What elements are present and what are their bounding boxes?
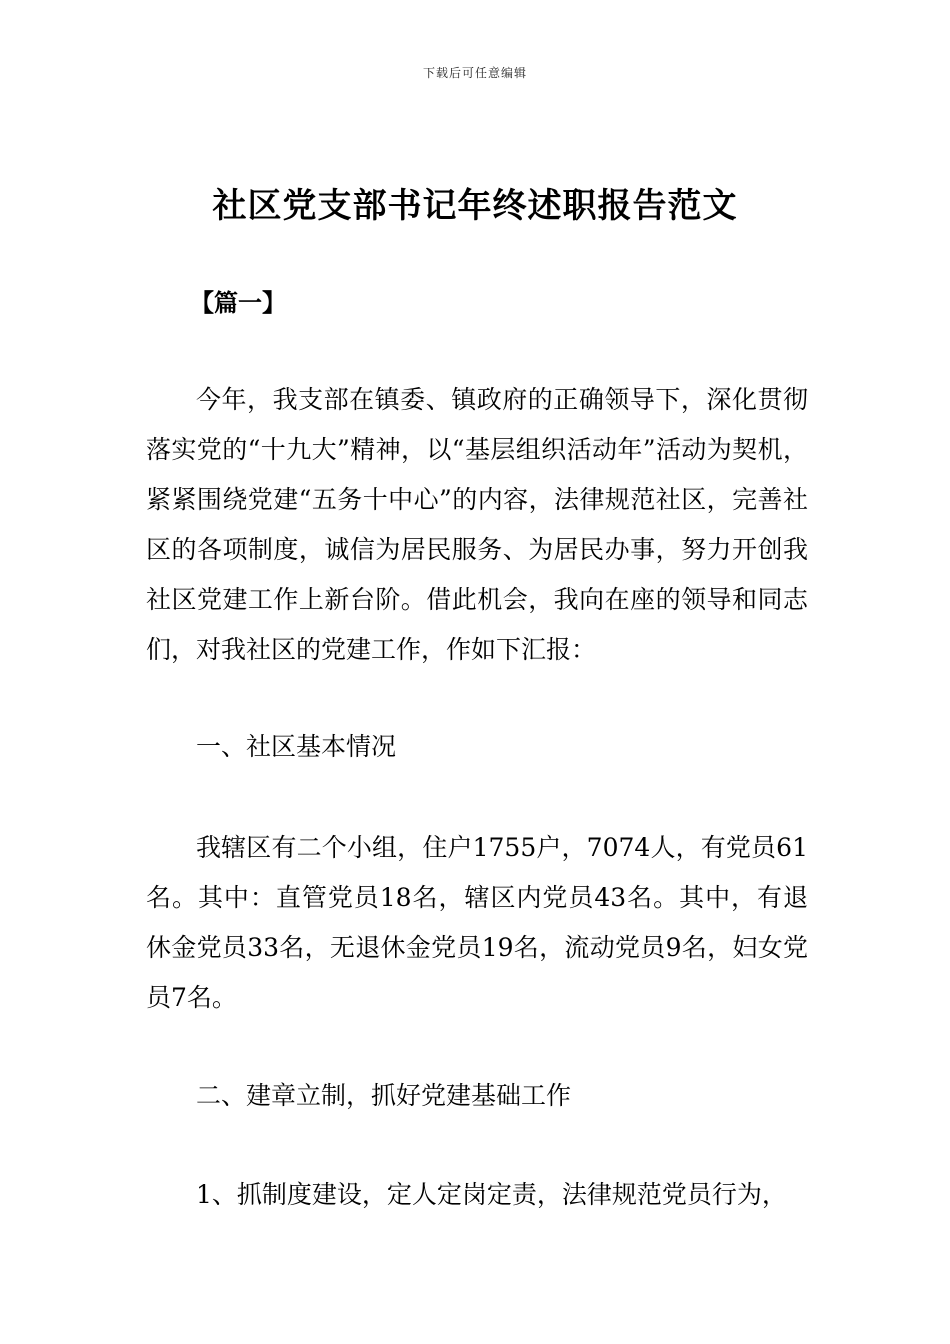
document-title: 社区党支部书记年终述职报告范文 <box>212 186 738 226</box>
intro-paragraph: 今年，我支部在镇委、镇政府的正确领导下，深化贯彻落实党的“十九大”精神，以“基层组织活动年”活动为契机，紧紧围绕党建“五务十中心”的内容，法律规范社区，完善社区的各项制度，诚信为居民服务、为居民办事，努力开创我社区党建工作上新台阶。借此机会，我向在座的领导和同志们，对我社区的党建工作，作如下汇报： <box>146 385 808 664</box>
header-note: 下载后可任意编辑 <box>422 66 527 80</box>
section-heading-regulations: 二、建章立制，抓好党建基础工作 <box>196 1081 572 1110</box>
basic-info-paragraph: 我辖区有二个小组，住户1755户，7074人，有党员61名。其中：直管党员18名，辖区内党员43名。其中，有退休金党员33名，无退休金党员19名，流动党员9名，妇女党员7名。 <box>146 833 808 1012</box>
section-heading-basic-info: 一、社区基本情况 <box>196 732 397 761</box>
item-1-paragraph: 1、抓制度建设，定人定岗定责，法律规范党员行为， <box>196 1180 787 1209</box>
section-tag: 【篇一】 <box>190 289 286 317</box>
